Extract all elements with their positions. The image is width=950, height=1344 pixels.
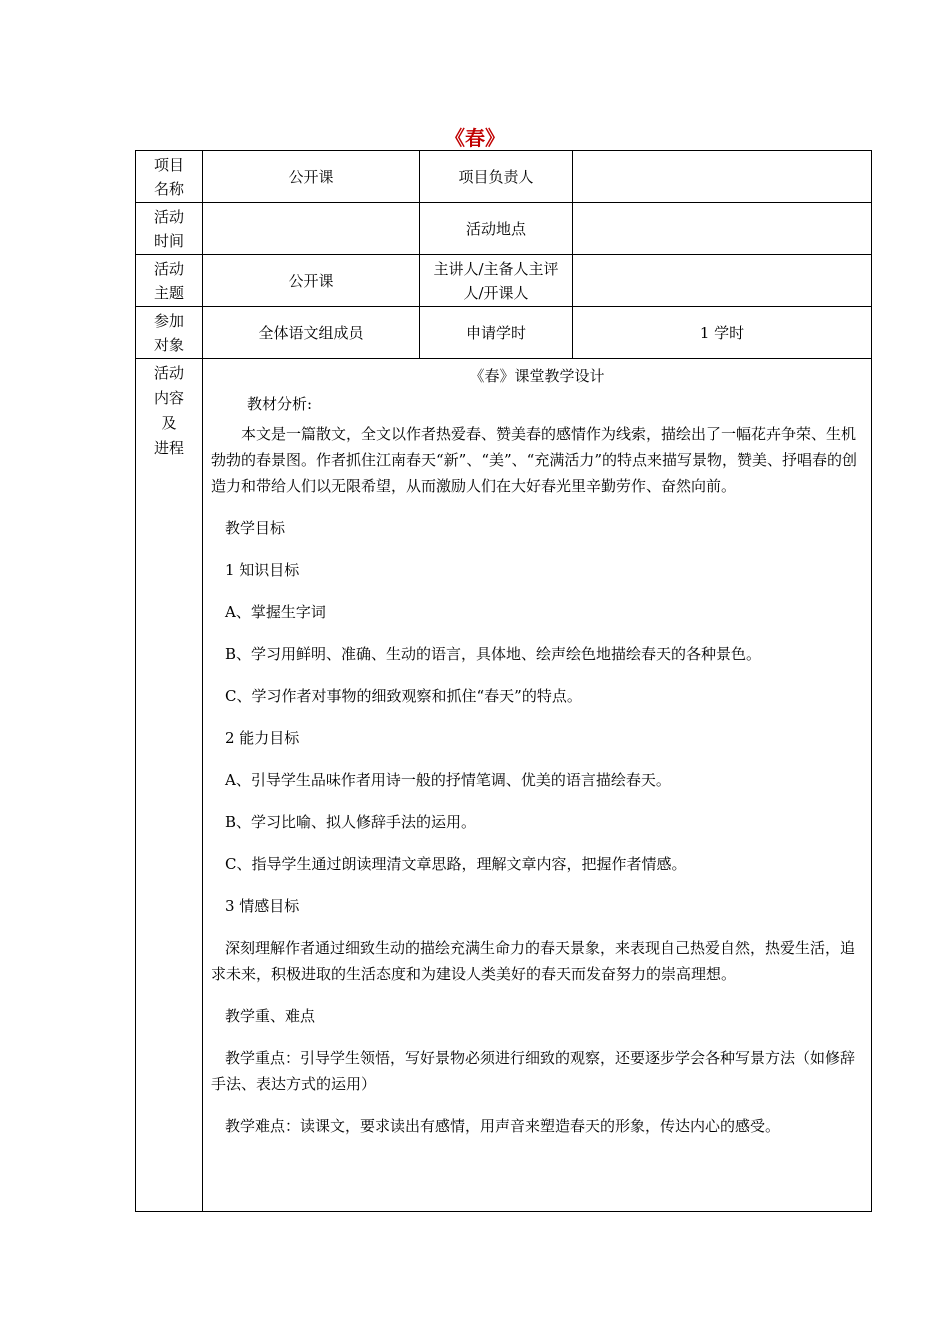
value-activity-time	[203, 203, 420, 255]
knowledge-goal-b: B、学习用鲜明、准确、生动的语言，具体地、绘声绘色地描绘春天的各种景色。	[225, 645, 762, 663]
label-participants: 参加对象	[136, 307, 203, 359]
table-row	[136, 307, 872, 359]
ability-goal-a: A、引导学生品味作者用诗一般的抒情笔调、优美的语言描绘春天。	[225, 771, 671, 789]
knowledge-goal-a: A、掌握生字词	[225, 603, 326, 621]
label-activity-time: 活动时间	[136, 203, 203, 255]
key-point-difficult: 教学难点：读课文，要求读出有感情，用声音来塑造春天的形象，传达内心的感受。	[225, 1117, 781, 1135]
goals-title: 教学目标	[225, 519, 286, 537]
value-participants: 全体语文组成员	[203, 307, 420, 359]
key-point-main: 教学重点：引导学生领悟，写好景物必须进行细致的观察，还要逐步学会各种写景方法（如修辞手法、表达方式的运用）	[211, 1049, 856, 1093]
label-activity-location: 活动地点	[420, 203, 573, 255]
value-credit-hours: 1 学时	[573, 307, 872, 359]
content-heading: 《春》课堂教学设计	[469, 367, 605, 385]
ability-goal-c: C、指导学生通过朗读理清文章思路，理解文章内容，把握作者情感。	[225, 855, 687, 873]
table-row	[136, 255, 872, 307]
label-content-process: 活动内容及 进程	[136, 359, 203, 1212]
value-activity-theme: 公开课	[203, 255, 420, 307]
document-title: 《春》	[445, 126, 505, 150]
key-points-title: 教学重、难点	[225, 1007, 316, 1025]
table-row	[136, 359, 872, 1212]
table-row	[136, 151, 872, 203]
label-project-name: 项目名称	[136, 151, 203, 203]
knowledge-goal-c: C、学习作者对事物的细致观察和抓住“春天”的特点。	[225, 687, 582, 705]
emotion-goal-text: 深刻理解作者通过细致生动的描绘充满生命力的春天景象，来表现自己热爱自然，热爱生活，追求未来，积极进取的生活态度和为建设人类美好的春天而发奋努力的崇高理想。	[211, 939, 856, 983]
label-speakers: 主讲人/主备人主评人/开课人	[420, 255, 573, 307]
label-credit-hours: 申请学时	[420, 307, 573, 359]
knowledge-goal-title: 1 知识目标	[225, 561, 300, 579]
activity-form-table	[135, 150, 872, 1212]
label-project-lead: 项目负责人	[420, 151, 573, 203]
value-project-name: 公开课	[203, 151, 420, 203]
emotion-goal-title: 3 情感目标	[225, 897, 300, 915]
analysis-text: 本文是一篇散文，全文以作者热爱春、赞美春的感情作为线索，描绘出了一幅花卉争荣、生机勃勃的春景图。作者抓住江南春天“新”、“美”、“充满活力”的特点来描写景物，赞美、抒唱春的创造力和带给人们以无限希望，从而激励人们在大好春光里辛勤劳作、奋然向前。	[211, 425, 858, 495]
value-activity-location	[573, 203, 872, 255]
value-speakers	[573, 255, 872, 307]
value-project-lead	[573, 151, 872, 203]
analysis-title: 教材分析:	[247, 395, 313, 413]
ability-goal-b: B、学习比喻、拟人修辞手法的运用。	[225, 813, 477, 831]
label-activity-theme: 活动主题	[136, 255, 203, 307]
table-row	[136, 203, 872, 255]
ability-goal-title: 2 能力目标	[225, 729, 300, 747]
content-cell	[203, 359, 872, 1212]
